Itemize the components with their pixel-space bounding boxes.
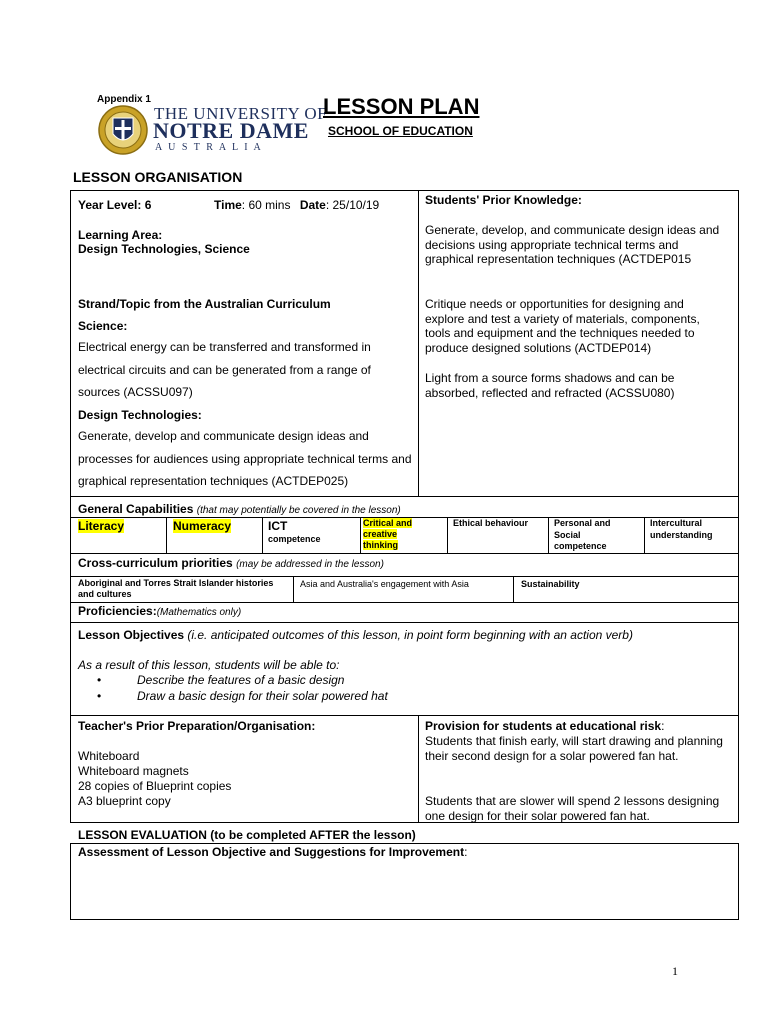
university-name-line1: THE UNIVERSITY OF bbox=[154, 104, 328, 123]
preparation-label: Teacher's Prior Preparation/Organisation: bbox=[78, 719, 316, 733]
capability-literacy: Literacy bbox=[78, 519, 125, 533]
year-level-label: Year Level: bbox=[78, 198, 142, 212]
learning-area-value: Design Technologies, Science bbox=[78, 242, 250, 256]
cross-curriculum-note: (may be addressed in the lesson) bbox=[236, 559, 384, 570]
prior-knowledge-p2: Critique needs or opportunities for designing and explore and test a variety of materials, components, tools and equipment and the techniques needed to produce designed solutions (ACTDEP014) bbox=[425, 297, 700, 355]
general-capabilities-note: (that may potentially be covered in the lesson) bbox=[196, 505, 401, 516]
capability-ict: ICT bbox=[268, 519, 288, 533]
time-value: : 60 mins bbox=[241, 198, 291, 212]
priority-aboriginal: Aboriginal and Torres Strait Islander histories and cultures bbox=[78, 578, 274, 599]
university-name-line2: NOTRE DAME bbox=[153, 118, 309, 143]
preparation-item: Whiteboard bbox=[78, 749, 140, 763]
evaluation-title: LESSON EVALUATION (to be completed AFTER the lesson) bbox=[78, 828, 416, 842]
page-title: LESSON PLAN bbox=[323, 94, 480, 119]
evaluation-colon: : bbox=[464, 845, 468, 859]
prior-knowledge-p3: Light from a source forms shadows and can be absorbed, reflected and refracted (ACSSU080) bbox=[425, 371, 675, 400]
objective-item: Draw a basic design for their solar powered hat bbox=[137, 689, 388, 703]
objectives-intro: As a result of this lesson, students will be able to: bbox=[78, 658, 340, 672]
objectives-note: (i.e. anticipated outcomes of this lesson, in point form beginning with an action verb) bbox=[187, 628, 633, 642]
date-value: : 25/10/19 bbox=[325, 198, 380, 212]
provision-p1: Students that finish early, will start drawing and planning their second design for a solar powered fan hat. bbox=[425, 734, 723, 763]
objective-bullet: • bbox=[97, 673, 102, 687]
provision-label: Provision for students at educational risk bbox=[425, 719, 662, 733]
preparation-item: A3 blueprint copy bbox=[78, 794, 171, 808]
priority-asia: Asia and Australia's engagement with Asia bbox=[300, 579, 469, 589]
prior-knowledge-label: Students' Prior Knowledge: bbox=[425, 193, 582, 207]
priority-sustainability: Sustainability bbox=[521, 579, 580, 589]
year-level-value: 6 bbox=[144, 198, 152, 212]
design-technologies-label: Design Technologies: bbox=[78, 408, 202, 422]
preparation-item: Whiteboard magnets bbox=[78, 764, 189, 778]
university-name-line3: A U S T R A L I A bbox=[155, 142, 263, 153]
provision-colon: : bbox=[661, 719, 665, 733]
proficiencies-note: (Mathematics only) bbox=[156, 607, 242, 618]
page-subtitle: SCHOOL OF EDUCATION bbox=[328, 124, 473, 138]
general-capabilities-label: General Capabilities bbox=[78, 502, 194, 516]
prior-knowledge-p1: Generate, develop, and communicate design ideas and decisions using appropriate technical terms and graphical representation techniques (ACTDEP015 bbox=[425, 223, 720, 266]
capability-ethical: Ethical behaviour bbox=[453, 518, 529, 528]
science-text: Electrical energy can be transferred and transformed in electrical circuits and can be generated from a range of sources (ACSSU097) bbox=[78, 340, 371, 399]
capability-intercultural: Intercultural understanding bbox=[650, 518, 713, 540]
strand-label: Strand/Topic from the Australian Curriculum bbox=[78, 297, 331, 311]
appendix-label: Appendix 1 bbox=[97, 94, 151, 105]
capability-critical-thinking: Critical and creative thinking bbox=[363, 518, 413, 550]
time-label: Time bbox=[214, 198, 242, 212]
capability-numeracy: Numeracy bbox=[173, 519, 232, 533]
university-crest-icon bbox=[98, 104, 148, 156]
cross-curriculum-label: Cross-curriculum priorities bbox=[78, 556, 233, 570]
proficiencies-label: Proficiencies: bbox=[78, 604, 157, 618]
capability-personal-social: Personal and Social competence bbox=[554, 518, 611, 551]
provision-p2: Students that are slower will spend 2 lessons designing one design for their solar powered fan hat. bbox=[425, 794, 720, 823]
objectives-label: Lesson Objectives bbox=[78, 628, 185, 642]
page-number: 1 bbox=[672, 964, 678, 978]
science-label: Science: bbox=[78, 319, 128, 333]
objective-item: Describe the features of a basic design bbox=[137, 673, 345, 687]
design-technologies-text: Generate, develop and communicate design ideas and processes for audiences using appropriate technical terms and graphical representation techniques (ACTDEP025) bbox=[78, 429, 412, 488]
preparation-item: 28 copies of Blueprint copies bbox=[78, 779, 232, 793]
capability-ict-sub: competence bbox=[268, 534, 321, 544]
preparation-list bbox=[78, 749, 231, 809]
learning-area-label: Learning Area: bbox=[78, 228, 163, 242]
section-title: LESSON ORGANISATION bbox=[73, 169, 243, 185]
date-label: Date bbox=[299, 198, 326, 212]
evaluation-label: Assessment of Lesson Objective and Suggestions for Improvement bbox=[78, 845, 465, 859]
objective-bullet: • bbox=[97, 689, 102, 703]
